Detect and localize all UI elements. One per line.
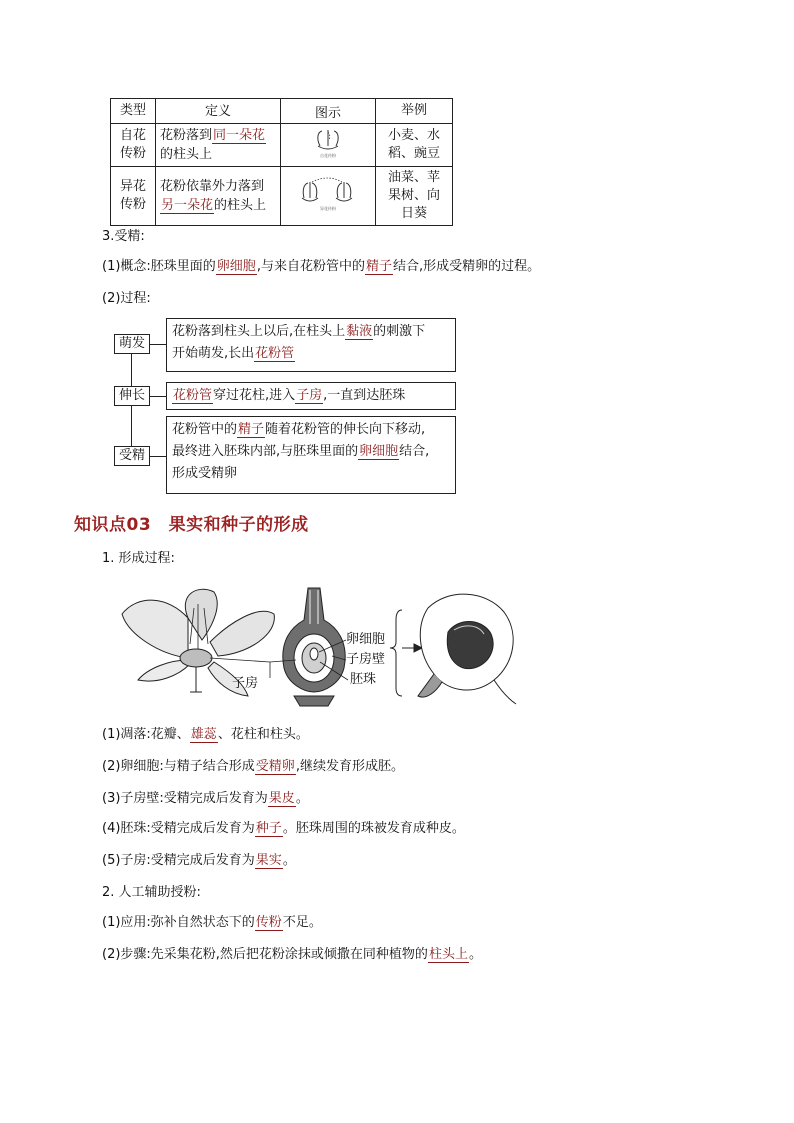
pollination-table bbox=[110, 98, 453, 226]
fill-blank: 果实 bbox=[255, 853, 282, 868]
step-label-germination: 萌发 bbox=[114, 334, 150, 354]
diagram-caption: 异花传粉 bbox=[320, 206, 336, 211]
formation-item: (2)卵细胞:与精子结合形成受精卵,继续发育形成胚。 bbox=[102, 759, 404, 774]
fill-blank: 传粉 bbox=[255, 915, 282, 930]
header-diagram: 图示 bbox=[281, 99, 376, 124]
fruit-formation-figure bbox=[118, 584, 522, 708]
fill-blank: 花粉管 bbox=[255, 346, 295, 361]
formation-item: (1)凋落:花瓣、雄蕊、花柱和柱头。 bbox=[102, 727, 309, 742]
header-definition: 定义 bbox=[156, 99, 281, 124]
flow-connector bbox=[149, 344, 166, 345]
header-type: 类型 bbox=[111, 99, 156, 124]
type-cell: 异花 传粉 bbox=[111, 167, 156, 226]
cross-pollination-diagram bbox=[281, 167, 376, 226]
examples-cell: 小麦、水 稻、豌豆 bbox=[376, 124, 453, 167]
step-box-fertilization: 花粉管中的精子随着花粉管的伸长向下移动, 最终进入胚珠内部,与胚珠里面的卵细胞结合, 形成受精卵 bbox=[166, 416, 456, 494]
definition-cell: 花粉依靠外力落到 另一朵花的柱头上 bbox=[156, 167, 281, 226]
fill-blank: 雄蕊 bbox=[190, 727, 217, 742]
formation-heading: 1. 形成过程: bbox=[102, 551, 175, 566]
label-egg-cell: 卵细胞 bbox=[346, 632, 386, 647]
step-box-elongation: 花粉管穿过花柱,进入子房,一直到达胚珠 bbox=[166, 382, 456, 410]
flow-connector bbox=[131, 353, 132, 389]
fertilization-concept: (1)概念:胚珠里面的卵细胞,与来自花粉管中的精子结合,形成受精卵的过程。 bbox=[102, 259, 541, 274]
bracket bbox=[390, 610, 402, 696]
fill-blank: 精子 bbox=[238, 422, 265, 437]
self-pollination-diagram bbox=[281, 124, 376, 167]
flow-connector bbox=[149, 396, 166, 397]
step-label-elongation: 伸长 bbox=[114, 386, 150, 406]
diagram-caption: 自花传粉 bbox=[320, 153, 336, 158]
assisted-item: (1)应用:弥补自然状态下的传粉不足。 bbox=[102, 915, 322, 930]
fill-blank: 精子 bbox=[365, 259, 392, 274]
type-cell: 自花 传粉 bbox=[111, 124, 156, 167]
definition-cell: 花粉落到同一朵花 的柱头上 bbox=[156, 124, 281, 167]
examples-cell: 油菜、苹 果树、向 日葵 bbox=[376, 167, 453, 226]
fill-blank: 黏液 bbox=[346, 324, 373, 339]
arrow-icon bbox=[402, 644, 422, 652]
table-row bbox=[111, 167, 453, 226]
process-heading: (2)过程: bbox=[102, 291, 151, 306]
assisted-item: (2)步骤:先采集花粉,然后把花粉涂抹或倾撒在同种植物的柱头上。 bbox=[102, 947, 482, 962]
table-row bbox=[111, 124, 453, 167]
fertilization-heading: 3.受精: bbox=[102, 229, 145, 244]
fill-blank: 子房 bbox=[296, 388, 323, 403]
fill-blank: 卵细胞 bbox=[216, 259, 256, 274]
fill-blank: 另一朵花 bbox=[161, 198, 214, 213]
fruit-illustration bbox=[418, 594, 516, 704]
table-header-row bbox=[111, 99, 453, 124]
fill-blank: 受精卵 bbox=[255, 759, 295, 774]
formation-item: (4)胚珠:受精完成后发育为种子。胚珠周围的珠被发育成种皮。 bbox=[102, 821, 465, 836]
self-pollination-icon bbox=[308, 128, 348, 158]
fill-blank: 卵细胞 bbox=[359, 444, 399, 459]
fill-blank: 花粉管 bbox=[173, 388, 213, 403]
fill-blank: 同一朵花 bbox=[213, 128, 266, 143]
header-examples: 举例 bbox=[376, 99, 453, 124]
formation-item: (5)子房:受精完成后发育为果实。 bbox=[102, 853, 296, 868]
step-box-germination: 花粉落到柱头上以后,在柱头上黏液的刺激下 开始萌发,长出花粉管 bbox=[166, 318, 456, 372]
flow-connector bbox=[131, 405, 132, 447]
section-heading: 知识点03 果实和种子的形成 bbox=[74, 515, 309, 535]
fill-blank: 种子 bbox=[255, 821, 282, 836]
flow-connector bbox=[149, 456, 166, 457]
step-label-fertilization: 受精 bbox=[114, 446, 150, 466]
label-ovule: 胚珠 bbox=[350, 672, 377, 687]
fill-blank: 柱头上 bbox=[428, 947, 468, 962]
label-ovary: 子房 bbox=[232, 676, 259, 691]
cross-pollination-icon bbox=[298, 176, 358, 212]
fill-blank: 果皮 bbox=[268, 791, 295, 806]
assisted-heading: 2. 人工辅助授粉: bbox=[102, 885, 201, 900]
pistil-section bbox=[283, 588, 345, 706]
label-ovary-wall: 子房壁 bbox=[346, 652, 386, 667]
formation-item: (3)子房壁:受精完成后发育为果皮。 bbox=[102, 791, 309, 806]
